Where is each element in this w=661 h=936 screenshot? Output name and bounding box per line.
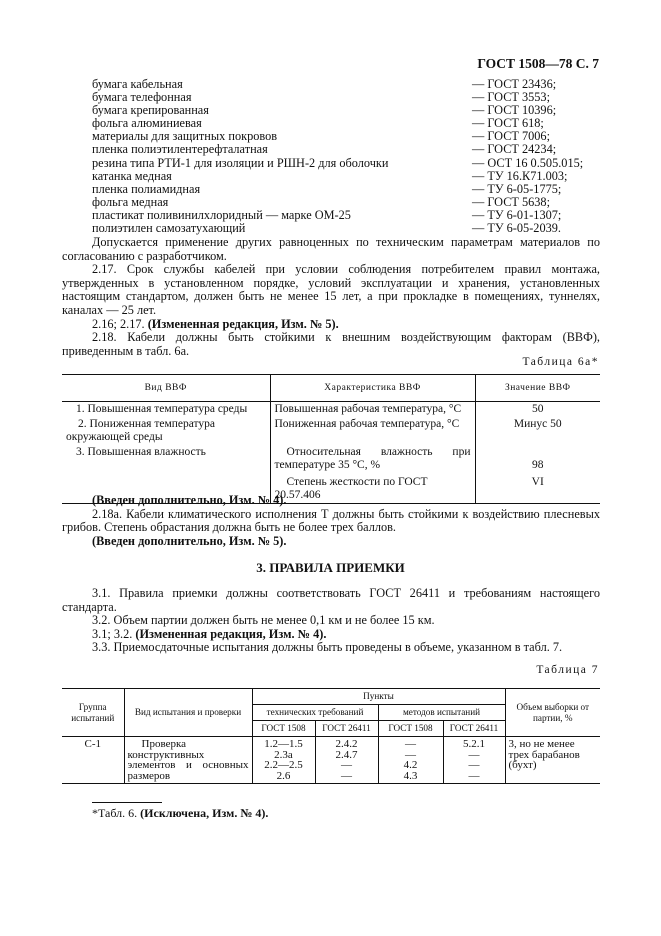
column-header: Вид испытания и проверки bbox=[124, 689, 252, 737]
table-row: С-1 Проверка конструктивных элементов и основных размеров 1.2—1.5 2.3а 2.2—2.5 2.6 2.4.2 2.4.7 — — — — 4.2 4.3 5.2.1 — — — 3, но не менее трех барабанов (бухт) bbox=[62, 737, 600, 784]
column-header: ГОСТ 1508 bbox=[252, 721, 315, 737]
paragraph-2-17: 2.17. Срок службы кабелей при условии соблюдения потребителем правил монтажа, утвержденных в установленном порядке, условий эксплуатации и хранения, установленных настоящим стандартом, должен быть не менее 15 лет, а при прокладке в помещениях, туннелях, каналах — 25 лет. bbox=[62, 262, 600, 317]
paragraph-3-2: 3.2. Объем партии должен быть не менее 0,1 км и не более 15 км. bbox=[92, 613, 435, 628]
table-header bbox=[62, 375, 600, 402]
column-header: ГОСТ 26411 bbox=[315, 721, 378, 737]
list-item: пластикат поливинилхлоридный — марке ОМ-25 — ТУ 6-01-1307; bbox=[92, 207, 562, 222]
intro-note-4: (Введен дополнительно, Изм. № 4). bbox=[92, 493, 287, 507]
table-7-caption: Таблица 7 bbox=[536, 664, 599, 676]
list-item: фольга медная — ГОСТ 5638; bbox=[92, 194, 551, 209]
table-6a-caption: Таблица 6а* bbox=[522, 356, 599, 368]
list-item: катанка медная — ТУ 16.К71.003; bbox=[92, 168, 568, 183]
section-2-text bbox=[62, 236, 600, 358]
table-7 bbox=[62, 688, 600, 784]
list-item: бумага крепированная — ГОСТ 10396; bbox=[92, 103, 557, 118]
paragraph-2-18: 2.18. Кабели должны быть стойкими к внешним воздействующим факторам (ВВФ), приведенным в табл. 6а. bbox=[62, 330, 600, 358]
paragraph-allowed: Допускается применение других равноценных по техническим параметрам материалов по согласованию с разработчиком. bbox=[62, 235, 600, 263]
column-header: Характеристика ВВФ bbox=[270, 375, 475, 402]
paragraph-3-1-3-2: 3.1; 3.2. (Измененная редакция, Изм. № 4). bbox=[92, 626, 327, 641]
list-item: полиэтилен самозатухающий — ТУ 6-05-2039. bbox=[92, 221, 561, 236]
list-item: бумага телефонная — ГОСТ 3553; bbox=[92, 90, 551, 105]
column-header: Объем выборки от партии, % bbox=[505, 689, 600, 737]
table-row: 2. Пониженная температура окружающей среды Пониженная рабочая температура, °С Минус 50 bbox=[62, 417, 600, 445]
footnote: *Табл. 6. (Исключена, Изм. № 4). bbox=[92, 806, 269, 820]
section-3-text bbox=[62, 587, 600, 655]
paragraph-2-18a: 2.18а. Кабели климатического исполнения Т должны быть стойкими к воздействию плесневых грибов. Степень обрастания должна быть не более трех баллов. bbox=[62, 506, 600, 535]
table-row: 3. Повышенная влажность Относительная влажность при температуре 35 °С, % Степень жесткости по ГОСТ 20.57.406 98 VI bbox=[62, 445, 600, 504]
table-6a bbox=[62, 374, 600, 504]
paragraph-2-16-2-17: 2.16; 2.17. (Измененная редакция, Изм. № 5). bbox=[92, 316, 339, 331]
section-2-18a-text bbox=[62, 494, 600, 548]
paragraph-3-3: 3.3. Приемосдаточные испытания должны быть проведены в объеме, указанном в табл. 7. bbox=[92, 640, 563, 655]
column-header: Вид ВВФ bbox=[62, 375, 270, 402]
column-header: технических требований bbox=[252, 705, 378, 721]
column-header: ГОСТ 1508 bbox=[378, 721, 443, 737]
column-header: методов испытаний bbox=[378, 705, 505, 721]
materials-list bbox=[92, 78, 612, 235]
intro-note-5: (Введен дополнительно, Изм. № 5). bbox=[92, 533, 287, 548]
page-header: ГОСТ 1508—78 С. 7 bbox=[477, 56, 599, 71]
column-header: ГОСТ 26411 bbox=[443, 721, 505, 737]
list-item: материалы для защитных покровов — ГОСТ 7006; bbox=[92, 129, 551, 144]
list-item: резина типа РТИ-1 для изоляции и РШН-2 для оболочки — ОСТ 16 0.505.015; bbox=[92, 155, 584, 170]
column-header: Значение ВВФ bbox=[475, 375, 600, 402]
section-3-heading: 3. ПРАВИЛА ПРИЕМКИ bbox=[256, 560, 405, 575]
list-item: пленка полиэтилентерефталатная — ГОСТ 24234; bbox=[92, 142, 557, 157]
list-item: фольга алюминиевая — ГОСТ 618; bbox=[92, 116, 544, 131]
column-header: Группа испытаний bbox=[62, 689, 124, 737]
list-item: бумага кабельная — ГОСТ 23436; bbox=[92, 77, 557, 91]
footnote-divider bbox=[92, 802, 162, 803]
column-header: Пункты bbox=[252, 689, 505, 705]
list-item: пленка полиамидная — ТУ 6-05-1775; bbox=[92, 181, 562, 196]
paragraph-3-1: 3.1. Правила приемки должны соответствовать ГОСТ 26411 и требованиям настоящего стандарта. bbox=[62, 586, 600, 614]
table-row: 1. Повышенная температура среды Повышенная рабочая температура, °С 50 bbox=[62, 402, 600, 418]
